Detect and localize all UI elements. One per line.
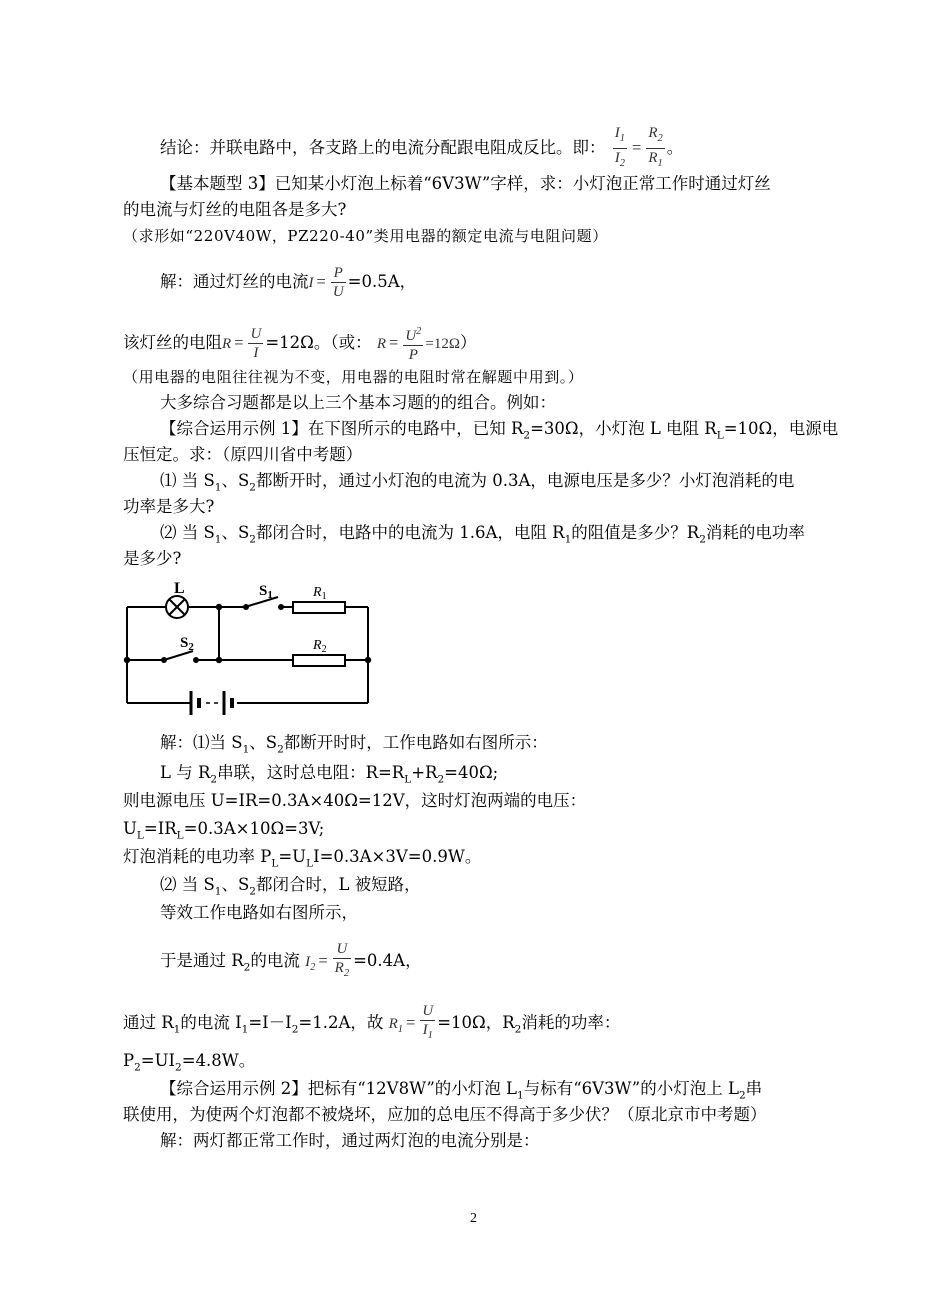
ex1-sol-line10: $P_2=UI_2=4.8W$。 xyxy=(123,1051,256,1074)
ex1-sol-line5: 灯泡消耗的电功率 $P_L=U_LI=0.3A\times 3V=0.9W$。 xyxy=(123,847,482,870)
basic3-line2: 的电流与灯丝的电阻各是多大? xyxy=(123,200,347,219)
ratio-fraction-left: $\frac{I_1}{I_2}$ xyxy=(614,125,625,169)
ex1-sol-line1: 解：⑴当 $S_1$、$S_2$都断开时时，工作电路如右图所示： xyxy=(160,733,548,756)
resistor-r1 xyxy=(293,602,345,613)
ex1-q2-line1: ⑵ 当 $S_1$、$S_2$都闭合时，电路中的电流为 1.6A，电阻 $R_1$的阻值是多少？$R_2$消耗的电功率 xyxy=(160,523,805,546)
conclusion-text: 结论：并联电路中，各支路上的电流分配跟电阻成反比。即： xyxy=(160,138,606,157)
svg-text:R2: $R_2$ xyxy=(313,638,327,655)
basic3-note: （求形如“220V40W，PZ220-40”类用电器的额定电流与电阻问题） xyxy=(123,227,608,245)
ex1-sol-line7: 等效工作电路如右图所示， xyxy=(160,903,358,922)
circuit-diagram xyxy=(118,575,378,725)
ex1-sol-line8: 于是通过 $R_2$的电流 $I_2$ = $\frac{U}{R_2}$ =0.4A， xyxy=(160,941,422,979)
ex2-line2: 联使用，为使两个灯泡都不被烧坏，应加的总电压不得高于多少伏？（原北京市中考题） xyxy=(123,1105,767,1124)
ex1-sol-line9: 通过 $R_1$的电流 $I_1=I-I_2=1.2A$，故 $R_1$ = $\frac{U}{I_1}$ =10Ω，$R_2$消耗的功率： xyxy=(123,1003,621,1041)
ex2-line3: 解：两灯都正常工作时，通过两灯泡的电流分别是： xyxy=(160,1131,540,1150)
resistor-r2 xyxy=(293,655,345,666)
basic3-solution2: 该灯丝的电阻R = $\frac{U}{I}$ =12Ω。（或： R = $\frac{U^2}{P}$ =12Ω） xyxy=(123,323,477,364)
ex1-line2: 压恒定。求：（原四川省中考题） xyxy=(123,445,363,464)
ex1-sol-line2: L 与 $R_2$串联，这时总电阻：$R=R_L+R_2=40\Omega$; xyxy=(160,763,499,786)
ex1-line1: 【综合运用示例 1】在下图所示的电路中，已知 $R_2=30\Omega$，小灯泡 L 电阻 $R_L=10\Omega$，电源电 xyxy=(160,419,839,442)
svg-text:S1: $S_1$ xyxy=(259,583,273,601)
summary-line: 大多综合习题都是以上三个基本习题的的组合。例如： xyxy=(160,393,556,412)
svg-text:S2: $S_2$ xyxy=(180,635,194,653)
ex2-line1: 【综合运用示例 2】把标有“12V8W”的小灯泡 $L_1$与标有“6V3W”的小灯泡上 $L_2$串 xyxy=(160,1079,763,1102)
ex1-sol-line3: 则电源电压 U=IR=0.3A×40Ω=12V，这时灯泡两端的电压： xyxy=(123,791,587,810)
ex1-q1-line2: 功率是多大? xyxy=(123,497,215,516)
ex1-q2-line2: 是多少? xyxy=(123,549,182,568)
basic3-note2: （用电器的电阻往往视为不变，用电器的电阻时常在解题中用到。） xyxy=(123,368,584,386)
battery-symbol xyxy=(191,691,234,715)
page-number: 2 xyxy=(470,1211,477,1226)
ex1-q1-line1: ⑴ 当 $S_1$、$S_2$都断开时，通过小灯泡的电流为 0.3A，电源电压是多少？小灯泡消耗的电 xyxy=(160,471,795,494)
svg-text:R1: $R_1$ xyxy=(313,585,327,602)
basic3-solution1: 解：通过灯丝的电流I = $\frac{P}{U}$ =0.5A， xyxy=(160,265,417,300)
label-l: L xyxy=(174,580,185,597)
ratio-fraction-right: $\frac{R_2}{R_1}$ xyxy=(648,125,663,169)
basic3-line1: 【基本题型 3】已知某小灯泡上标着“6V3W”字样，求：小灯泡正常工作时通过灯丝 xyxy=(160,174,771,193)
ex1-sol-line6: ⑵ 当 $S_1$、$S_2$都闭合时，L 被短路， xyxy=(160,875,421,898)
ex1-sol-line4: $U_L=IR_L=0.3A\times 10\Omega=3V$; xyxy=(123,819,325,842)
conclusion-line: 结论：并联电路中，各支路上的电流分配跟电阻成反比。即： $\frac{I_1}{I_2}$ = $\frac{R_2}{R_1}$ 。 xyxy=(160,124,683,173)
